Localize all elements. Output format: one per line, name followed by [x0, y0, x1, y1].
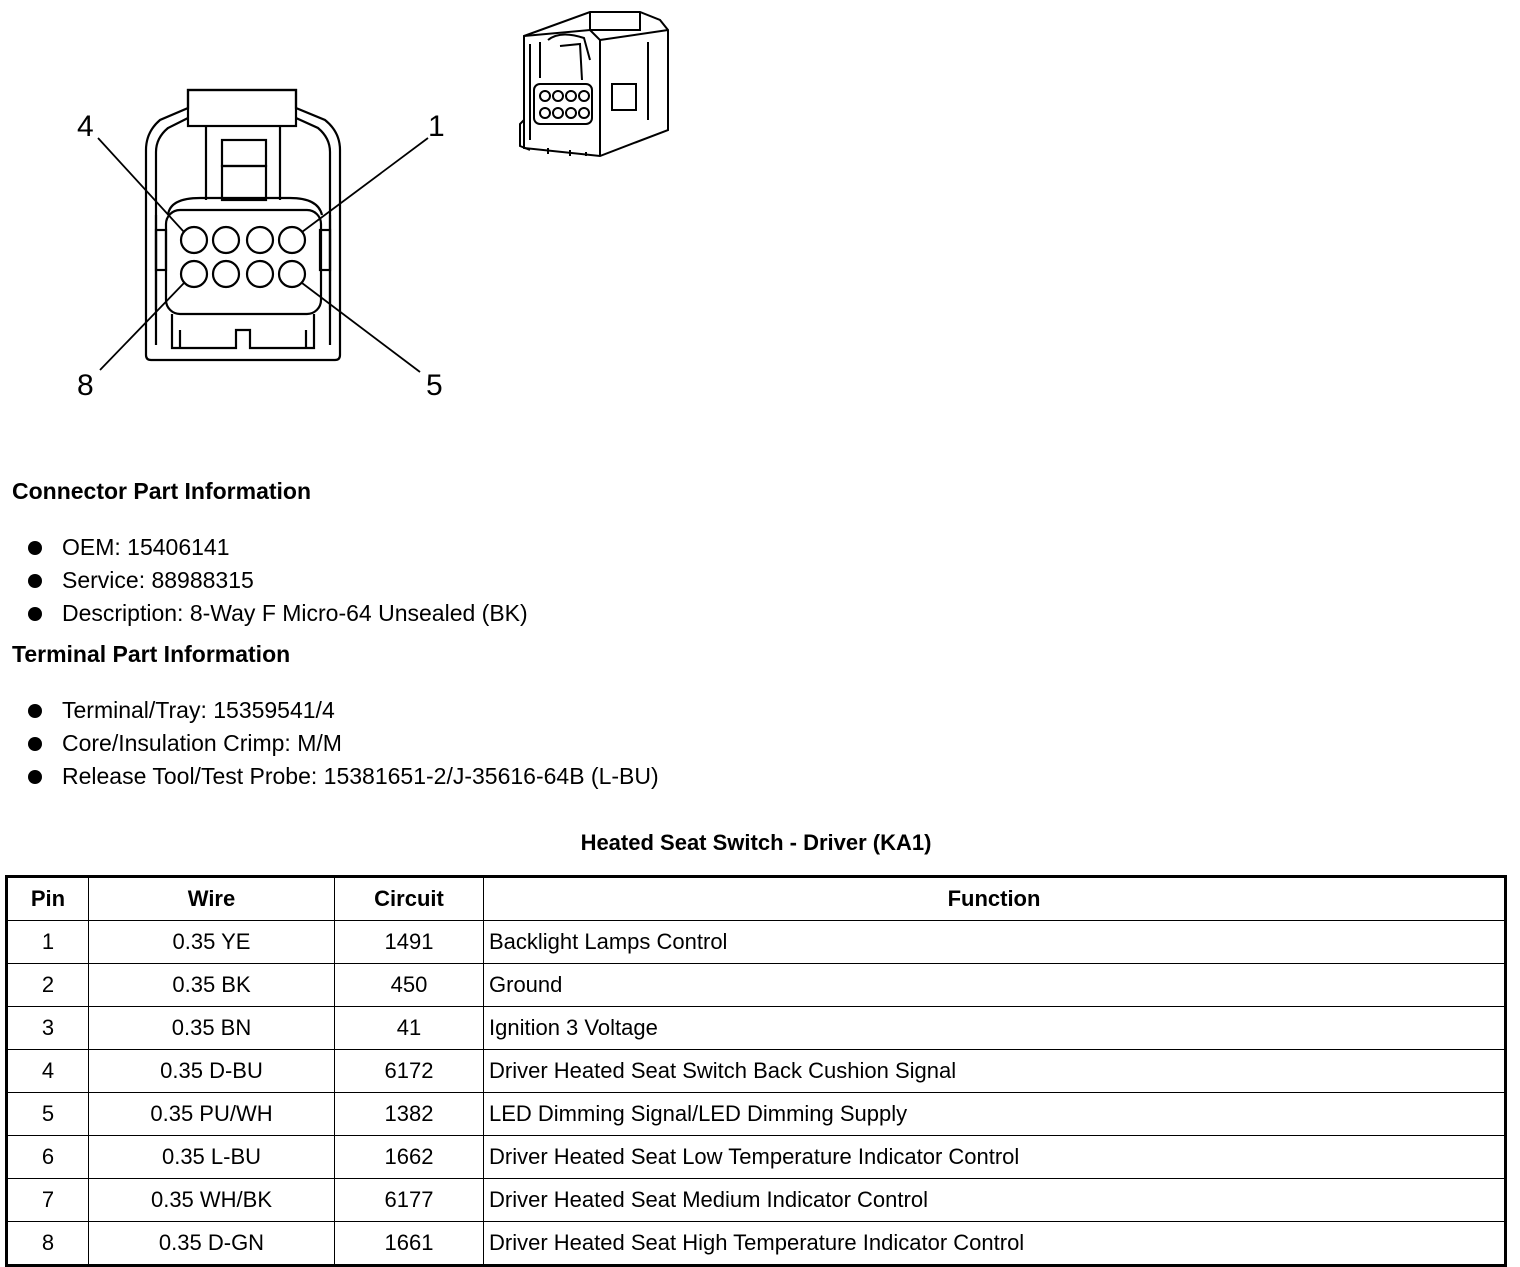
function-cell: Ignition 3 Voltage — [484, 1007, 1506, 1050]
table-row — [7, 1136, 1506, 1179]
bullet-icon — [28, 704, 42, 718]
list-item: Description: 8-Way F Micro-64 Unsealed (BK) — [28, 597, 528, 630]
pin-cell: 3 — [7, 1007, 89, 1050]
pin-cell: 6 — [7, 1136, 89, 1179]
terminal-part-info-heading: Terminal Part Information — [12, 641, 291, 667]
wire-cell: 0.35 YE — [89, 921, 335, 964]
bullet-icon — [28, 574, 42, 588]
pinout-table — [5, 875, 1507, 1267]
pin-cell: 7 — [7, 1179, 89, 1222]
column-header-wire: Wire — [89, 877, 335, 921]
pin-label-5: 5 — [426, 369, 443, 402]
pin-label-8: 8 — [77, 369, 94, 402]
table-header-row — [7, 877, 1506, 921]
bullet-icon — [28, 770, 42, 784]
list-item: OEM: 15406141 — [28, 531, 528, 564]
table-row — [7, 964, 1506, 1007]
bullet-icon — [28, 541, 42, 555]
pin-cell: 1 — [7, 921, 89, 964]
circuit-cell: 6177 — [335, 1179, 484, 1222]
pin-label-1: 1 — [428, 110, 445, 143]
function-cell: Backlight Lamps Control — [484, 921, 1506, 964]
function-cell: Driver Heated Seat Low Temperature Indicator Control — [484, 1136, 1506, 1179]
table-row — [7, 1007, 1506, 1050]
table-title: Heated Seat Switch - Driver (KA1) — [580, 830, 932, 855]
circuit-cell: 1661 — [335, 1222, 484, 1266]
pin-cell: 8 — [7, 1222, 89, 1266]
column-header-function: Function — [484, 877, 1506, 921]
column-header-pin: Pin — [7, 877, 89, 921]
wire-cell: 0.35 D-BU — [89, 1050, 335, 1093]
wire-cell: 0.35 L-BU — [89, 1136, 335, 1179]
function-cell: Driver Heated Seat Medium Indicator Control — [484, 1179, 1506, 1222]
list-item: Core/Insulation Crimp: M/M — [28, 727, 659, 760]
pin-cell: 5 — [7, 1093, 89, 1136]
table-row — [7, 1050, 1506, 1093]
wire-cell: 0.35 BK — [89, 964, 335, 1007]
bullet-icon — [28, 737, 42, 751]
connector-part-info-list — [28, 531, 528, 630]
connector-diagram — [0, 0, 760, 420]
circuit-cell: 6172 — [335, 1050, 484, 1093]
table-row — [7, 921, 1506, 964]
connector-part-info-heading: Connector Part Information — [12, 478, 312, 504]
wire-cell: 0.35 PU/WH — [89, 1093, 335, 1136]
function-cell: Ground — [484, 964, 1506, 1007]
circuit-cell: 41 — [335, 1007, 484, 1050]
wire-cell: 0.35 D-GN — [89, 1222, 335, 1266]
table-row — [7, 1093, 1506, 1136]
list-item: Release Tool/Test Probe: 15381651-2/J-35616-64B (L-BU) — [28, 760, 659, 793]
terminal-part-info-list — [28, 694, 659, 793]
list-item: Service: 88988315 — [28, 564, 528, 597]
pin-cell: 2 — [7, 964, 89, 1007]
table-row — [7, 1179, 1506, 1222]
circuit-cell: 1382 — [335, 1093, 484, 1136]
column-header-circuit: Circuit — [335, 877, 484, 921]
circuit-cell: 1662 — [335, 1136, 484, 1179]
bullet-icon — [28, 607, 42, 621]
leader-lines — [98, 138, 428, 372]
connector-isometric-view — [520, 12, 668, 156]
wire-cell: 0.35 WH/BK — [89, 1179, 335, 1222]
circuit-cell: 450 — [335, 964, 484, 1007]
function-cell: Driver Heated Seat High Temperature Indicator Control — [484, 1222, 1506, 1266]
wire-cell: 0.35 BN — [89, 1007, 335, 1050]
function-cell: LED Dimming Signal/LED Dimming Supply — [484, 1093, 1506, 1136]
table-row — [7, 1222, 1506, 1266]
function-cell: Driver Heated Seat Switch Back Cushion Signal — [484, 1050, 1506, 1093]
pin-label-4: 4 — [77, 110, 94, 143]
pin-cavities — [181, 227, 305, 287]
circuit-cell: 1491 — [335, 921, 484, 964]
pin-cell: 4 — [7, 1050, 89, 1093]
list-item: Terminal/Tray: 15359541/4 — [28, 694, 659, 727]
